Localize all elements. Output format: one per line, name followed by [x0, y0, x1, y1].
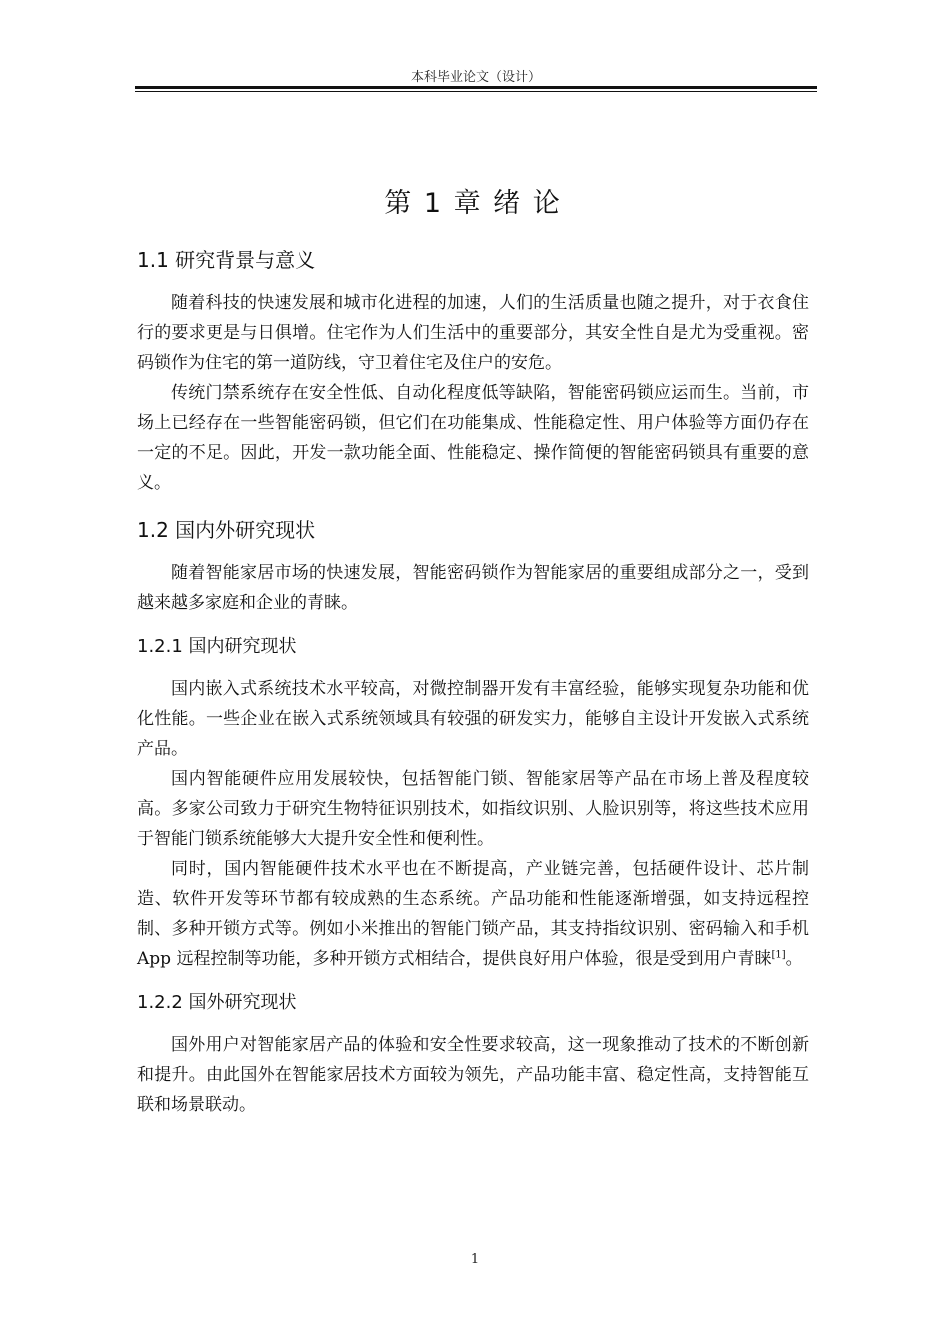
header-rule-thick: [135, 86, 817, 89]
page-number: 1: [470, 1252, 480, 1267]
paragraph: 传统门禁系统存在安全性低、自动化程度低等缺陷，智能密码锁应运而生。当前，市场上已经存在一些智能密码锁，但它们在功能集成、性能稳定性、用户体验等方面仍存在一定的不足。因此，开发一款功能全面、性能稳定、操作简便的智能密码锁具有重要的意义。: [137, 383, 809, 493]
paragraph: 国外用户对智能家居产品的体验和安全性要求较高，这一现象推动了技术的不断创新和提升。由此国外在智能家居技术方面较为领先，产品功能丰富、稳定性高，支持智能互联和场景联动。: [137, 1035, 809, 1115]
paragraph: 国内嵌入式系统技术水平较高，对微控制器开发有丰富经验，能够实现复杂功能和优化性能。一些企业在嵌入式系统领域具有较强的研发实力，能够自主设计开发嵌入式系统产品。: [137, 679, 809, 759]
section-heading-1-2: 1.2 国内外研究现状: [137, 518, 316, 542]
subsection-heading-1-2-1: 1.2.1 国内研究现状: [137, 636, 297, 657]
paragraph-end: 。: [785, 949, 803, 969]
page-body: [137, 180, 809, 1120]
subsection-heading-1-2-2: 1.2.2 国外研究现状: [137, 992, 297, 1013]
paragraph: 随着智能家居市场的快速发展，智能密码锁作为智能家居的重要组成部分之一，受到越来越多家庭和企业的青睐。: [137, 563, 809, 613]
paragraph: 国内智能硬件应用发展较快，包括智能门锁、智能家居等产品在市场上普及程度较高。多家公司致力于研究生物特征识别技术，如指纹识别、人脸识别等，将这些技术应用于智能门锁系统能够大大提升安全性和便利性。: [137, 769, 809, 849]
citation-reference[interactable]: [1]: [771, 949, 786, 961]
paragraph-text: 同时，国内智能硬件技术水平也在不断提高，产业链完善，包括硬件设计、芯片制造、软件开发等环节都有较成熟的生态系统。产品功能和性能逐渐增强，如支持远程控制、多种开锁方式等。例如小米推出的智能门锁产品，其支持指纹识别、密码输入和手机 App 远程控制等功能，多种开锁方式相结合，提供良好用户体验，很是受到用户青睐: [137, 859, 809, 969]
header-rule-thin: [135, 91, 817, 92]
section-heading-1-1: 1.1 研究背景与意义: [137, 248, 316, 272]
chapter-title: 第 1 章 绪 论: [384, 188, 562, 219]
paragraph: 随着科技的快速发展和城市化进程的加速，人们的生活质量也随之提升，对于衣食住行的要求更是与日俱增。住宅作为人们生活中的重要部分，其安全性自是尤为受重视。密码锁作为住宅的第一道防线，守卫着住宅及住户的安危。: [137, 293, 809, 373]
running-header: 本科毕业论文（设计）: [410, 70, 541, 85]
paragraph: [137, 854, 809, 974]
